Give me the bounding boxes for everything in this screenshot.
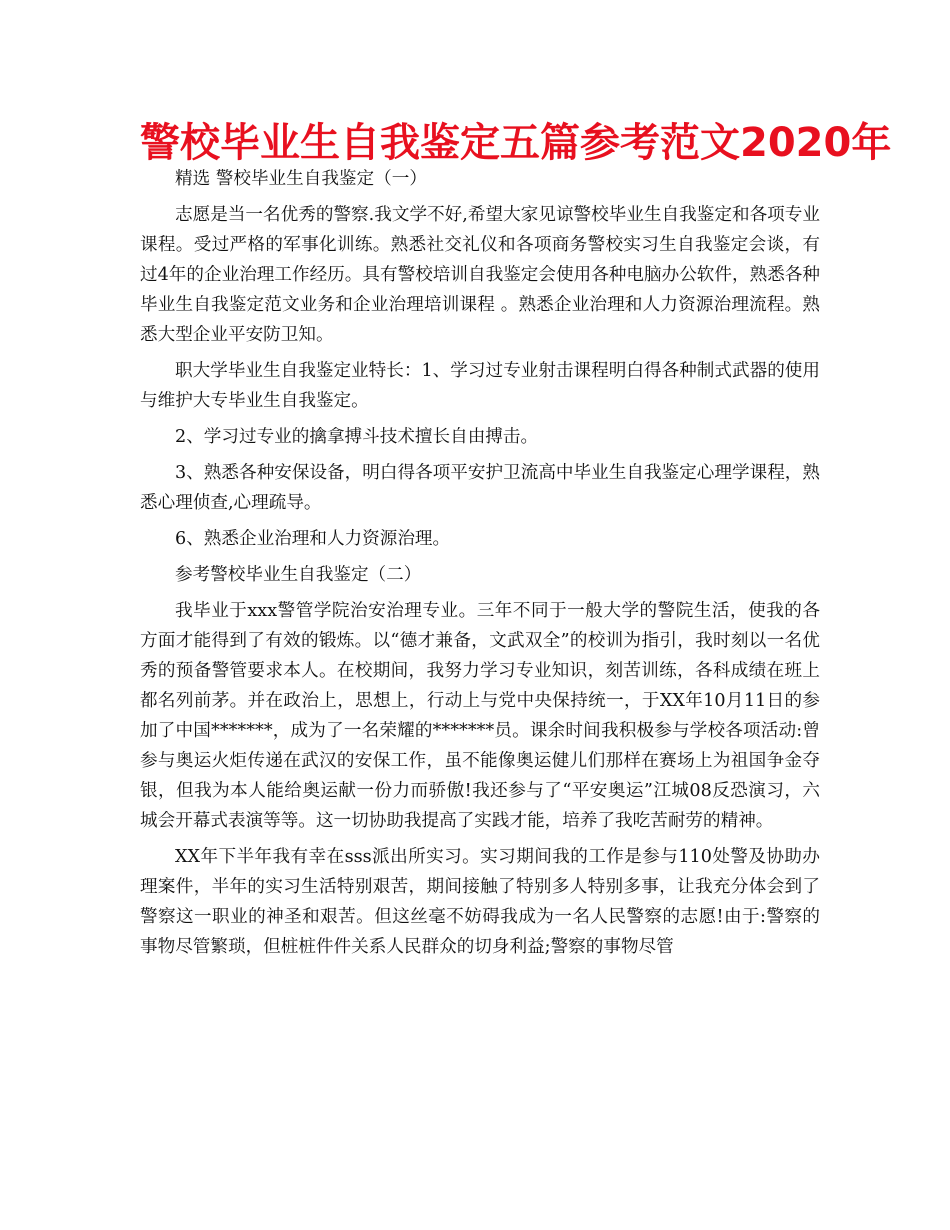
paragraph: 3、熟悉各种安保设备，明白得各项平安护卫流高中毕业生自我鉴定心理学课程，熟悉心理侦查,心理疏导。 bbox=[140, 463, 820, 513]
section-heading-1: 精选 警校毕业生自我鉴定（一） bbox=[175, 169, 427, 189]
document-title: 警校毕业生自我鉴定五篇参考范文2020年 bbox=[140, 120, 892, 166]
paragraph: 职大学毕业生自我鉴定业特长：1、学习过专业射击课程明白得各种制式武器的使用与维护大专毕业生自我鉴定。 bbox=[140, 361, 820, 411]
paragraph: 志愿是当一名优秀的警察.我文学不好,希望大家见谅警校毕业生自我鉴定和各项专业课程。受过严格的军事化训练。熟悉社交礼仪和各项商务警校实习生自我鉴定会谈，有过4年的企业治理工作经历。具有警校培训自我鉴定会使用各种电脑办公软件，熟悉各种毕业生自我鉴定范文业务和企业治理培训课程 。熟悉企业治理和人力资源治理流程。熟悉大型企业平安防卫知。 bbox=[140, 205, 820, 345]
paragraph: 6、熟悉企业治理和人力资源治理。 bbox=[175, 529, 451, 549]
paragraph: 2、学习过专业的擒拿搏斗技术擅长自由搏击。 bbox=[175, 427, 539, 447]
paragraph: XX年下半年我有幸在sss派出所实习。实习期间我的工作是参与110处警及协助办理案件，半年的实习生活特别艰苦，期间接触了特别多人特别多事，让我充分体会到了警察这一职业的神圣和艰苦。但这丝毫不妨碍我成为一名人民警察的志愿!由于:警察的事物尽管繁琐，但桩桩件件关系人民群众的切身利益;警察的事物尽管 bbox=[140, 847, 820, 957]
section-heading-2: 参考警校毕业生自我鉴定（二） bbox=[175, 565, 422, 585]
document-body bbox=[140, 164, 820, 968]
paragraph: 我毕业于xxx警管学院治安治理专业。三年不同于一般大学的警院生活，使我的各方面才能得到了有效的锻炼。以“德才兼备，文武双全”的校训为指引，我时刻以一名优秀的预备警管要求本人。在校期间，我努力学习专业知识，刻苦训练，各科成绩在班上都名列前茅。并在政治上，思想上，行动上与党中央保持统一，于XX年10月11日的参加了中国*******，成为了一名荣耀的*******员。课余时间我积极参与学校各项活动:曾参与奥运火炬传递在武汉的安保工作，虽不能像奥运健儿们那样在赛场上为祖国争金夺银，但我为本人能给奥运献一份力而骄傲!我还参与了“平安奥运”江城08反恐演习，六城会开幕式表演等等。这一切协助我提高了实践才能，培养了我吃苦耐劳的精神。 bbox=[140, 601, 820, 831]
